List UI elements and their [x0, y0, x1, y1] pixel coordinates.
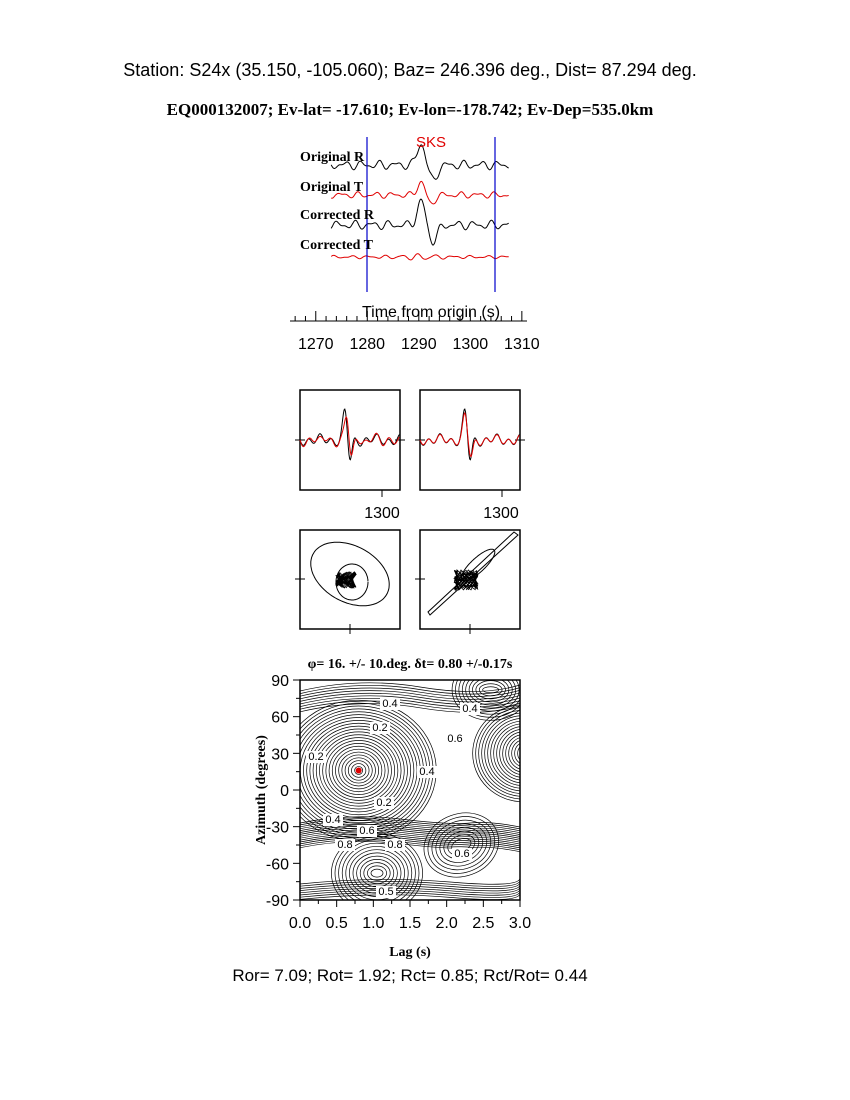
contour-lines	[281, 659, 575, 913]
phase-label: SKS	[415, 134, 447, 151]
trace-label-original-r: Original R	[300, 150, 365, 165]
contour-ring-right	[476, 708, 572, 800]
grid-y-tick-label: 30	[271, 746, 289, 764]
energy-grid-panel	[254, 657, 575, 960]
overlay-box-corrected	[420, 390, 520, 490]
best-fit-marker	[356, 767, 362, 773]
contour-label: 0.8	[337, 839, 353, 851]
grid-y-tick-label: 60	[271, 709, 289, 727]
contour-ring-right	[482, 713, 566, 794]
contour-label: 0.6	[359, 825, 375, 837]
grid-x-label: Lag (s)	[389, 945, 431, 960]
grid-y-tick-label: 0	[280, 783, 289, 800]
overlay-red-trace	[300, 417, 399, 455]
trace-label-corrected-r: Corrected R	[300, 208, 374, 223]
time-tick-label: 1300	[452, 336, 489, 353]
grid-x-tick-label: 0.5	[325, 915, 348, 932]
grid-x-tick-label: 1.5	[398, 915, 422, 932]
grid-x-tick-label: 2.5	[472, 915, 495, 932]
particle-noise-corrected	[454, 570, 478, 590]
overlay-traces	[295, 409, 525, 497]
overlay-tick-label-corrected: 1300	[483, 505, 519, 522]
contour-label: 0.4	[462, 703, 478, 715]
particle-motion-traces	[295, 532, 518, 634]
contour-ring-lower	[371, 869, 383, 877]
grid-title: φ= 16. +/- 10.deg. δt= 0.80 +/-0.17s	[307, 657, 513, 672]
contour-label: 0.4	[382, 698, 398, 710]
grid-y-tick-label: -30	[265, 819, 289, 837]
contour-ring-right	[479, 710, 569, 796]
grid-x-tick-label: 0.0	[288, 915, 312, 932]
overlay-tick-label-original: 1300	[364, 505, 400, 522]
contour-label: 0.6	[447, 733, 463, 745]
particle-noise-original	[336, 572, 356, 588]
contour-ring-right	[488, 718, 560, 788]
grid-x-tick-label: 2.0	[435, 915, 458, 932]
contour-ring-lower	[360, 859, 394, 886]
contour-label: 0.2	[308, 751, 324, 763]
contour-label: 0.4	[419, 766, 435, 778]
grid-y-tick-label: 90	[271, 673, 289, 690]
grid-x-tick-label: 1.0	[362, 915, 385, 932]
contour-ring-lower	[367, 866, 386, 880]
contour-ring-right	[512, 740, 536, 767]
time-tick-label: 1280	[349, 336, 386, 353]
contour-label: 0.6	[454, 848, 470, 860]
overlay-red-trace	[420, 413, 519, 456]
particle-motion-panel	[295, 530, 520, 634]
contour-ring-right	[500, 729, 548, 777]
overlay-box-original	[300, 390, 400, 490]
time-tick-label: 1270	[297, 336, 334, 353]
grid-y-label: Azimuth (degrees)	[254, 735, 269, 845]
contour-ring-right	[506, 735, 542, 773]
contour-ring-lower	[357, 856, 398, 890]
contour-label: 0.5	[378, 886, 394, 898]
event-line: EQ000132007; Ev-lat= -17.610; Ev-lon=-178.742; Ev-Dep=535.0km	[166, 100, 654, 119]
waveform-overlay-panel	[295, 390, 525, 522]
ratios-line: Ror= 7.09; Rot= 1.92; Rct= 0.85; Rct/Rot= 0.44	[232, 966, 588, 985]
contour-ring-right	[491, 721, 557, 786]
contour-label: 0.4	[325, 814, 341, 826]
grid-x-tick-label: 3.0	[508, 915, 532, 932]
x-axis-label: Time from origin (s)	[361, 304, 501, 321]
contour-ring-right	[509, 737, 539, 769]
contour-label: 0.2	[372, 722, 388, 734]
overlay-black-trace	[300, 409, 399, 460]
grid-y-tick-label: -60	[265, 856, 289, 874]
seismogram-panel	[290, 134, 540, 353]
grid-y-tick-label: -90	[265, 893, 289, 910]
trace-label-original-t: Original T	[300, 180, 364, 195]
trace-label-corrected-t: Corrected T	[300, 238, 373, 253]
time-tick-label: 1290	[401, 336, 437, 353]
contour-ring-right	[497, 726, 551, 780]
contour-band-top	[300, 701, 520, 710]
trace-corrected-t	[331, 254, 509, 260]
station-line: Station: S24x (35.150, -105.060); Baz= 246.396 deg., Dist= 87.294 deg.	[123, 60, 697, 80]
contour-label: 0.8	[387, 839, 403, 851]
time-tick-label: 1310	[504, 336, 540, 353]
contour-label: 0.2	[376, 797, 392, 809]
